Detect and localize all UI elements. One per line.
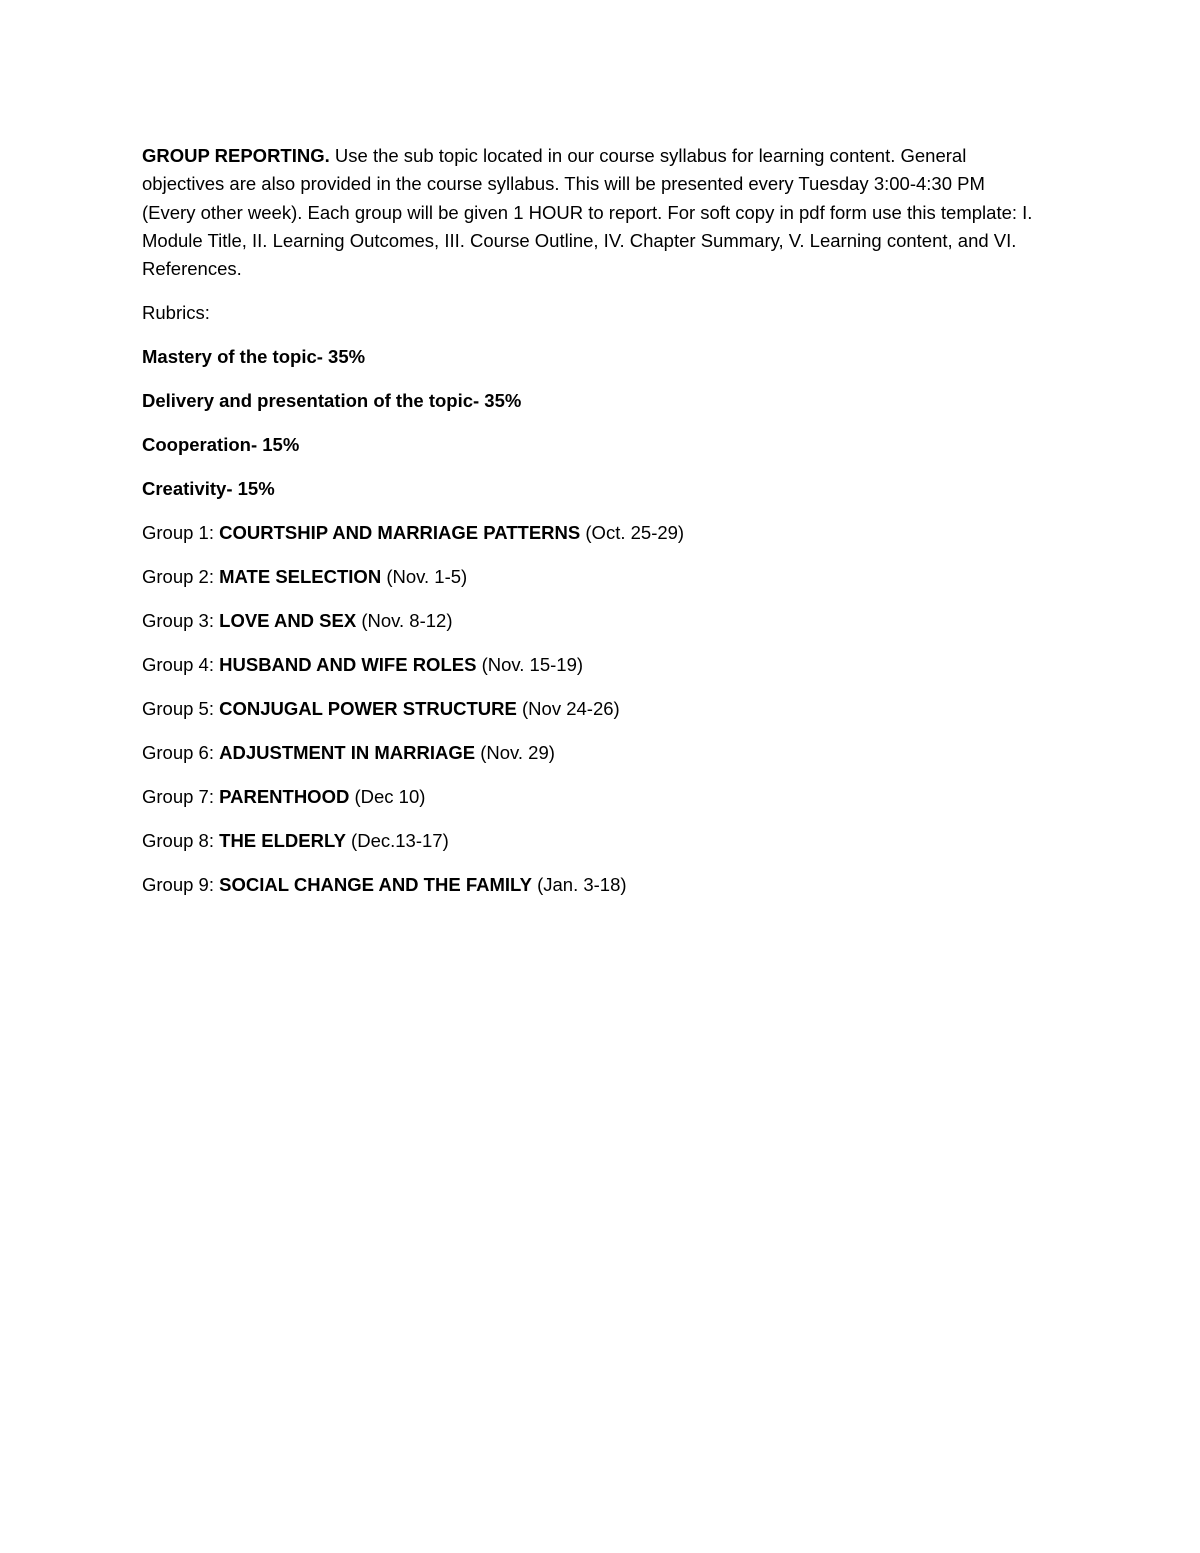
group-label: Group 4	[142, 654, 209, 676]
group-label: Group 2	[142, 566, 209, 588]
group-date: (Nov. 29)	[475, 742, 555, 764]
group-separator: :	[208, 786, 220, 808]
intro-body: Use the sub topic located in our course syllabus for learning content. General objectives are also provided in the course syllabus. This will be presented every Tuesday 3:00-4:30 PM (Every other week). Each group will be given 1 HOUR to report. For soft copy in pdf form use this template: I. Module Title, II. Learning Outcomes, III. Course Outline, IV. Chapter Summary, V. Learning content, and VI. References.	[142, 145, 1033, 280]
group-topic: PARENTHOOD	[219, 786, 350, 808]
group-item	[142, 563, 1042, 591]
group-date: (Oct. 25-29)	[580, 522, 685, 544]
group-separator: :	[208, 874, 220, 896]
group-separator: :	[208, 830, 220, 852]
group-topic: HUSBAND AND WIFE ROLES	[219, 654, 477, 676]
group-item	[142, 607, 1042, 635]
group-item	[142, 871, 1042, 899]
group-date: (Nov. 15-19)	[476, 654, 584, 676]
group-separator: :	[208, 522, 220, 544]
group-topic: THE ELDERLY	[219, 830, 346, 852]
group-topic: SOCIAL CHANGE AND THE FAMILY	[219, 874, 532, 896]
group-label: Group 1	[142, 522, 209, 544]
group-item	[142, 739, 1042, 767]
group-separator: :	[208, 610, 220, 632]
group-item	[142, 651, 1042, 679]
group-topic: CONJUGAL POWER STRUCTURE	[219, 698, 517, 720]
group-separator: :	[208, 742, 220, 764]
intro-paragraph	[142, 142, 1042, 283]
group-date: (Nov 24-26)	[516, 698, 620, 720]
group-label: Group 3	[142, 610, 209, 632]
group-separator: :	[208, 654, 220, 676]
group-item	[142, 827, 1042, 855]
group-label: Group 9	[142, 874, 209, 896]
rubric-item: Cooperation- 15%	[142, 434, 300, 456]
group-date: (Nov. 1-5)	[381, 566, 468, 588]
group-label: Group 8	[142, 830, 209, 852]
group-item	[142, 783, 1042, 811]
group-date: (Dec 10)	[349, 786, 426, 808]
group-topic: MATE SELECTION	[219, 566, 382, 588]
rubric-item: Mastery of the topic- 35%	[142, 346, 366, 368]
group-separator: :	[208, 566, 220, 588]
rubric-item: Delivery and presentation of the topic- 35%	[142, 390, 522, 412]
document-content	[142, 142, 1042, 899]
rubrics-label: Rubrics:	[142, 302, 210, 324]
group-date: (Jan. 3-18)	[531, 874, 627, 896]
rubric-item: Creativity- 15%	[142, 478, 275, 500]
group-separator: :	[208, 698, 220, 720]
group-label: Group 5	[142, 698, 209, 720]
group-date: (Dec.13-17)	[345, 830, 449, 852]
group-date: (Nov. 8-12)	[356, 610, 453, 632]
group-topic: COURTSHIP AND MARRIAGE PATTERNS	[219, 522, 581, 544]
group-item	[142, 695, 1042, 723]
group-item	[142, 519, 1042, 547]
group-label: Group 6	[142, 742, 209, 764]
group-topic: ADJUSTMENT IN MARRIAGE	[219, 742, 476, 764]
group-topic: LOVE AND SEX	[219, 610, 357, 632]
group-label: Group 7	[142, 786, 209, 808]
intro-heading: GROUP REPORTING.	[142, 145, 330, 166]
